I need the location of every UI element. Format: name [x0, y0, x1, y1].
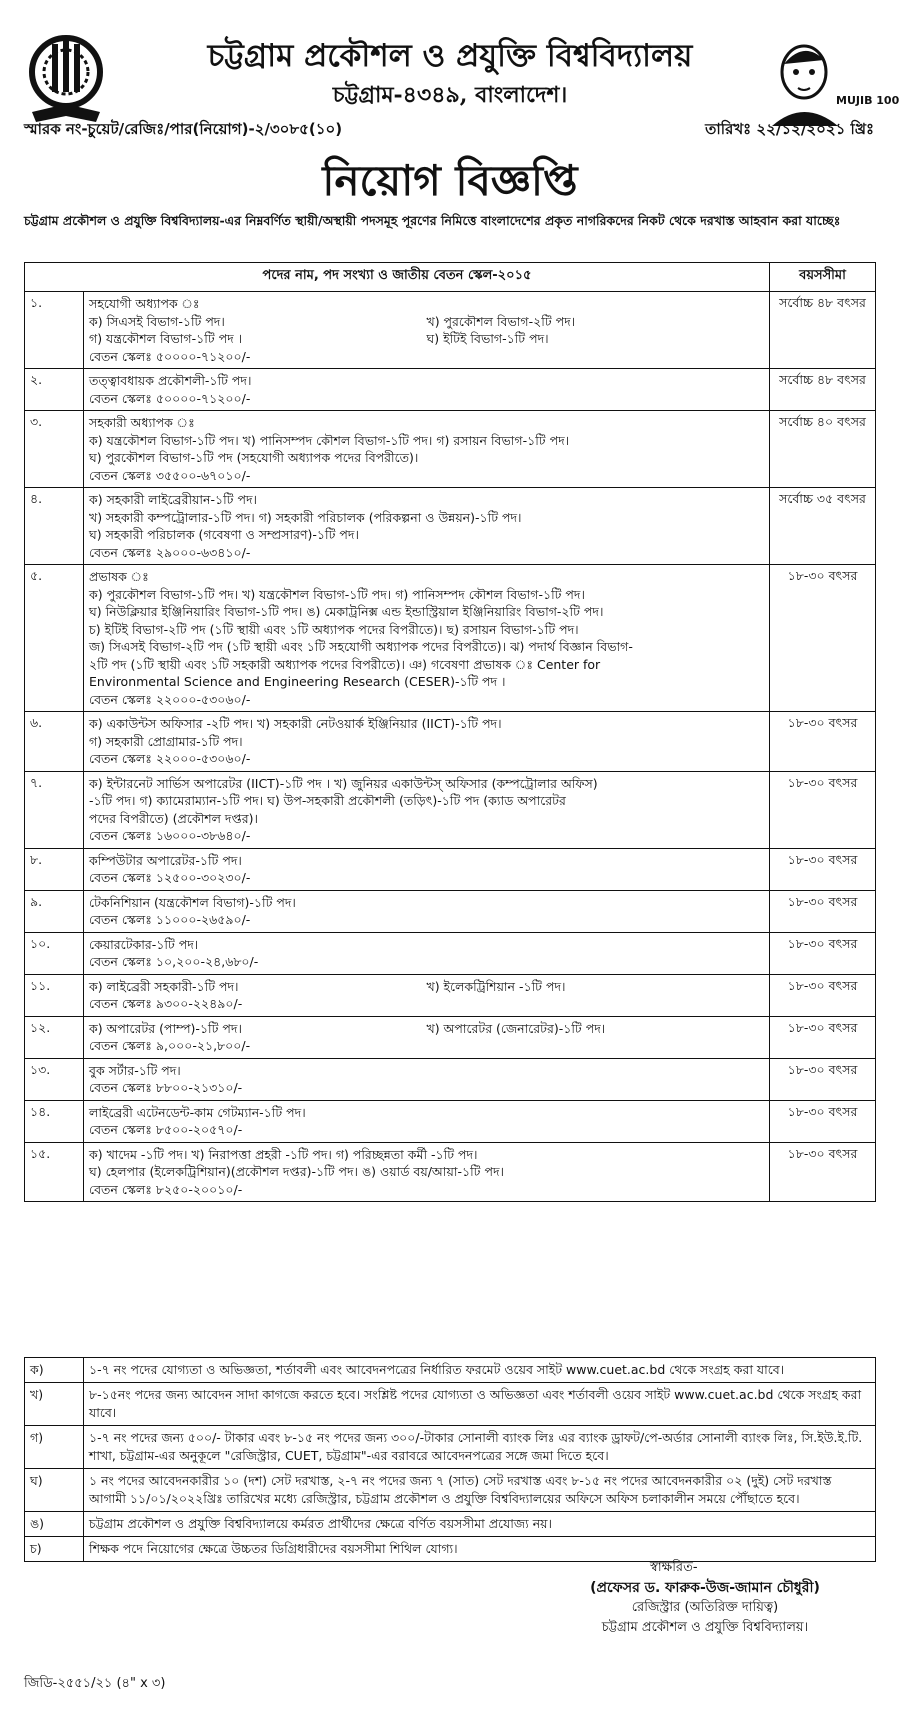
note-text: ১-৭ নং পদের জন্য ৫০০/- টাকার এবং ৮-১৫ নং পদের জন্য ৩০০/-টাকার সোনালী ব্যাংক লিঃ এর ব্যাংক ড্রাফট/পে-অর্ডার সোনালী ব্যাংক লিঃ, সি.ইউ.ই.টি. শাখা, চট্টগ্রাম-এর অনুকূলে "রেজিস্ট্রার, CUET, চট্টগ্রাম"-এর বরাবরে আবেদনপত্রের সঙ্গে জমা দিতে হবে।	[84, 1426, 876, 1469]
mujib-100-logo	[758, 38, 900, 128]
row-age-limit: সর্বোচ্চ ৩৫ বৎসর	[770, 488, 876, 565]
post-line-part: গ) যন্ত্রকৌশল বিভাগ-১টি পদ ।	[89, 331, 243, 346]
post-line-part: ঘ) ইটিই বিভাগ-১টি পদ।	[426, 331, 549, 346]
row-age-limit: ১৮-৩০ বৎসর	[770, 932, 876, 974]
row-age-limit: ১৮-৩০ বৎসর	[770, 1016, 876, 1058]
row-serial: ১৪.	[25, 1100, 84, 1142]
note-row	[25, 1426, 876, 1469]
row-age-limit: ১৮-৩০ বৎসর	[770, 1142, 876, 1202]
header	[0, 18, 900, 118]
post-line: খ) সহকারী কম্পট্রোলার-১টি পদ। গ) সহকারী পরিচালক (পরিকল্পনা ও উন্নয়ন)-১টি পদ।	[89, 509, 522, 525]
row-post-details	[84, 890, 770, 932]
post-line: বেতন স্কেলঃ ৫০০০০-৭১২০০/-	[89, 348, 251, 364]
post-line: বেতন স্কেলঃ ৯৩০০-২২৪৯০/-	[89, 996, 243, 1011]
post-line: বেতন স্কেলঃ ১২৫০০-৩০২৩০/-	[89, 870, 251, 885]
notes-table	[24, 1357, 876, 1562]
post-line-part: ক) সিএসই বিভাগ-১টি পদ।	[89, 313, 225, 329]
note-text: শিক্ষক পদে নিয়োগের ক্ষেত্রে উচ্চতর ডিগ্রিধারীদের বয়সসীমা শিথিল যোগ্য।	[84, 1537, 876, 1562]
post-line: ক) একাউন্টস অফিসার -২টি পদ। খ) সহকারী নেটওয়ার্ক ইঞ্জিনিয়ার (IICT)-১টি পদ।	[89, 716, 502, 731]
row-age-limit: ১৮-৩০ বৎসর	[770, 1100, 876, 1142]
post-line: কেয়ারটেকার-১টি পদ।	[89, 936, 199, 952]
signature-block	[540, 1558, 870, 1638]
signatory-institution: চট্টগ্রাম প্রকৌশল ও প্রযুক্তি বিশ্ববিদ্যালয়।	[601, 1620, 809, 1635]
post-line: বেতন স্কেলঃ ২২০০০-৫৩০৬০/-	[89, 691, 251, 707]
notes-body	[25, 1358, 876, 1562]
post-line: ক) সহকারী লাইব্রেরীয়ান-১টি পদ।	[89, 492, 257, 507]
signatory-designation: রেজিস্ট্রার (অতিরিক্ত দায়িত্ব)	[631, 1600, 779, 1615]
note-text: ১ নং পদের আবেদনকারীর ১০ (দশ) সেট দরখাস্ত, ২-৭ নং পদের জন্য ৭ (সাত) সেট দরখাস্ত এবং ৮-১৫ নং পদের আবেদনকারীর ০২ (দুই) সেট দরখাস্ত আগামী ১১/০১/২০২২খ্রিঃ তারিখের মধ্যে রেজিস্ট্রার, চট্টগ্রাম প্রকৌশল ও প্রযুক্তি বিশ্ববিদ্যালয়ের অফিসে অফিস চলাকালীন সময়ে পৌঁছাতে হবে।	[84, 1469, 876, 1512]
notice-title: নিয়োগ বিজ্ঞপ্তি	[322, 156, 578, 205]
post-line: চ) ইটিই বিভাগ-২টি পদ (১টি স্থায়ী এবং ১টি অধ্যাপক পদের বিপরীতে)। ছ) রসায়ন বিভাগ-১টি পদ।	[89, 621, 579, 637]
table-row	[25, 292, 876, 369]
post-line: বেতন স্কেলঃ ১১০০০-২৬৫৯০/-	[89, 912, 251, 927]
post-line: জ) সিএসই বিভাগ-২টি পদ (১টি স্থায়ী এবং ১টি সহযোগী অধ্যাপক পদের বিপরীতে)। ঝ) পদার্থ বিজ্ঞান বিভাগ-	[89, 639, 633, 654]
row-post-details	[84, 565, 770, 712]
post-line-part: খ) অপারেটর (জেনারেটর)-১টি পদ।	[426, 1020, 606, 1036]
post-line: ক) ইন্টারনেট সার্ভিস অপারেটর (IICT)-১টি পদ । খ) জুনিয়র একাউন্টস্ অফিসার (কম্পট্রোলার অফিস)	[89, 775, 598, 791]
post-line: ঘ) নিউক্লিয়ার ইঞ্জিনিয়ারিং বিভাগ-১টি পদ। ঙ) মেকাট্রনিক্স এন্ড ইন্ডাস্ট্রিয়াল ইঞ্জিনিয়ারিং বিভাগ-২টি পদ।	[89, 604, 604, 619]
table-row	[25, 488, 876, 565]
post-line: প্রভাষক ঃ	[89, 569, 149, 584]
note-row	[25, 1383, 876, 1426]
posts-table	[24, 262, 876, 1202]
post-line: -১টি পদ। গ) ক্যামেরাম্যান-১টি পদ। ঘ) উপ-সহকারী প্রকৌশলী (তড়িৎ)-১টি পদ (ক্যাড অপারেটর	[89, 793, 566, 808]
note-text: চট্টগ্রাম প্রকৌশল ও প্রযুক্তি বিশ্ববিদ্যালয়ে কর্মরত প্রার্থীদের ক্ষেত্রে বর্ণিত বয়সসীমা প্রযোজ্য নয়।	[84, 1512, 876, 1537]
row-serial: ১০.	[25, 932, 84, 974]
note-key: ক)	[25, 1358, 84, 1383]
row-post-details	[84, 1142, 770, 1202]
table-row	[25, 771, 876, 848]
row-serial: ১২.	[25, 1016, 84, 1058]
post-line: কম্পিউটার অপারেটর-১টি পদ।	[89, 852, 242, 868]
posts-body	[25, 292, 876, 1202]
post-line: বেতন স্কেলঃ ৯,০০০-২১,৮০০/-	[89, 1038, 251, 1053]
post-line: ক) যন্ত্রকৌশল বিভাগ-১টি পদ। খ) পানিসম্পদ কৌশল বিভাগ-১টি পদ। গ) রসায়ন বিভাগ-১টি পদ।	[89, 432, 570, 448]
post-line: বেতন স্কেলঃ ২২০০০-৫৩০৬০/-	[89, 751, 251, 766]
row-age-limit: সর্বোচ্চ ৪০ বৎসর	[770, 411, 876, 488]
row-age-limit: সর্বোচ্চ ৪৮ বৎসর	[770, 292, 876, 369]
note-row	[25, 1469, 876, 1512]
post-line: বুক সর্টার-১টি পদ।	[89, 1062, 181, 1078]
university-address: চট্টগ্রাম-৪৩৪৯, বাংলাদেশ।	[332, 82, 568, 108]
post-line: ঘ) হেলপার (ইলেকট্রিশিয়ান)(প্রকৌশল দপ্তর)-১টি পদ। ঙ) ওয়ার্ড বয়/আয়া-১টি পদ।	[89, 1164, 504, 1179]
table-row	[25, 890, 876, 932]
post-line: ঘ) সহকারী পরিচালক (গবেষণা ও সম্প্রসারণ)-১টি পদ।	[89, 527, 359, 542]
row-serial: ৭.	[25, 771, 84, 848]
row-post-details	[84, 771, 770, 848]
row-serial: ৪.	[25, 488, 84, 565]
note-text: ৮-১৫নং পদের জন্য আবেদন সাদা কাগজে করতে হবে। সংশ্লিষ্ট পদের যোগ্যতা ও অভিজ্ঞতা এবং শর্তাবলী ওয়েব সাইট www.cuet.ac.bd থেকে সংগ্রহ করা যাবে।	[84, 1383, 876, 1426]
row-post-details	[84, 974, 770, 1016]
post-line: ঘ) পুরকৌশল বিভাগ-১টি পদ (সহযোগী অধ্যাপক পদের বিপরীতে)।	[89, 450, 419, 465]
post-line: বেতন স্কেলঃ ৮২৫০-২০০১০/-	[89, 1181, 243, 1197]
row-age-limit: ১৮-৩০ বৎসর	[770, 974, 876, 1016]
row-serial: ১৫.	[25, 1142, 84, 1202]
table-row	[25, 1016, 876, 1058]
post-line: লাইব্রেরী এটেনডেন্ট-কাম গেটম্যান-১টি পদ।	[89, 1104, 306, 1120]
row-serial: ৯.	[25, 890, 84, 932]
row-age-limit: ১৮-৩০ বৎসর	[770, 848, 876, 890]
note-row	[25, 1358, 876, 1383]
post-line: বেতন স্কেলঃ ৫০০০০-৭১২০০/-	[89, 390, 251, 406]
note-key: গ)	[25, 1426, 84, 1469]
post-line: ক) খাদেম -১টি পদ। খ) নিরাপত্তা প্রহরী -১টি পদ। গ) পরিচ্ছন্নতা কর্মী -১টি পদ।	[89, 1146, 478, 1162]
post-line-part: ক) অপারেটর (পাম্প)-১টি পদ।	[89, 1020, 242, 1036]
post-line: বেতন স্কেলঃ ৩৫৫০০-৬৭০১০/-	[89, 467, 251, 483]
table-row	[25, 712, 876, 772]
table-row	[25, 1100, 876, 1142]
table-row	[25, 974, 876, 1016]
row-age-limit: ১৮-৩০ বৎসর	[770, 712, 876, 772]
row-post-details	[84, 1058, 770, 1100]
row-post-details	[84, 369, 770, 411]
table-row	[25, 1058, 876, 1100]
row-age-limit: ১৮-৩০ বৎসর	[770, 890, 876, 932]
row-post-details	[84, 1100, 770, 1142]
row-age-limit: ১৮-৩০ বৎসর	[770, 1058, 876, 1100]
row-serial: ৮.	[25, 848, 84, 890]
row-age-limit: সর্বোচ্চ ৪৮ বৎসর	[770, 369, 876, 411]
note-key: ঙ)	[25, 1512, 84, 1537]
post-line-part: খ) পুরকৌশল বিভাগ-২টি পদ।	[426, 313, 576, 329]
post-line: বেতন স্কেলঃ ২৯০০০-৬৩৪১০/-	[89, 544, 251, 560]
row-age-limit: ১৮-৩০ বৎসর	[770, 771, 876, 848]
post-line: ক) পুরকৌশল বিভাগ-১টি পদ। খ) যন্ত্রকৌশল বিভাগ-১টি পদ। গ) পানিসম্পদ কৌশল বিভাগ-১টি পদ।	[89, 586, 585, 602]
mujib-100-text: MUJIB 100	[836, 94, 900, 107]
row-serial: ১১.	[25, 974, 84, 1016]
post-line: ২টি পদ (১টি স্থায়ী এবং ১টি সহকারী অধ্যাপক পদের বিপরীতে)। ঞ) গবেষণা প্রভাষক ঃ Center for	[89, 656, 601, 672]
header-post: পদের নাম, পদ সংখ্যা ও জাতীয় বেতন স্কেল-২০১৫	[25, 263, 770, 292]
post-line	[89, 313, 764, 331]
notice-date: তারিখঃ ২২/১২/২০২১ খ্রিঃ	[705, 120, 874, 138]
table-row	[25, 369, 876, 411]
post-line: সহযোগী অধ্যাপক ঃ	[89, 296, 200, 311]
table-row	[25, 565, 876, 712]
note-row	[25, 1512, 876, 1537]
table-row	[25, 411, 876, 488]
row-serial: ১.	[25, 292, 84, 369]
table-row	[25, 848, 876, 890]
row-post-details	[84, 292, 770, 369]
note-text: ১-৭ নং পদের যোগ্যতা ও অভিজ্ঞতা, শর্তাবলী এবং আবেদনপত্রের নির্ধারিত ফরমেট ওয়েব সাইট www.cuet.ac.bd থেকে সংগ্রহ করা যাবে।	[84, 1358, 876, 1383]
post-line	[89, 978, 764, 996]
row-post-details	[84, 1016, 770, 1058]
note-key: খ)	[25, 1383, 84, 1426]
post-line: বেতন স্কেলঃ ৮৫০০-২০৫৭০/-	[89, 1122, 243, 1137]
post-line-part: খ) ইলেকট্রিশিয়ান -১টি পদ।	[426, 978, 566, 994]
table-header-row	[25, 263, 876, 292]
post-line: বেতন স্কেলঃ ১৬০০০-৩৮৬৪০/-	[89, 828, 251, 843]
row-post-details	[84, 848, 770, 890]
post-line: সহকারী অধ্যাপক ঃ	[89, 415, 195, 430]
row-serial: ৩.	[25, 411, 84, 488]
post-line	[89, 330, 764, 348]
post-line: বেতন স্কেলঃ ৮৮০০-২১৩১০/-	[89, 1080, 243, 1095]
footer-code: জিডি-২৫৫১/২১ (৪" x ৩)	[24, 1676, 166, 1691]
row-age-limit: ১৮-৩০ বৎসর	[770, 565, 876, 712]
portrait-icon	[758, 38, 878, 128]
post-line: Environmental Science and Engineering Research (CESER)-১টি পদ ।	[89, 674, 506, 689]
table-row	[25, 1142, 876, 1202]
row-serial: ২.	[25, 369, 84, 411]
row-serial: ৫.	[25, 565, 84, 712]
row-post-details	[84, 488, 770, 565]
post-line: তত্ত্বাবধায়ক প্রকৌশলী-১টি পদ।	[89, 373, 252, 388]
row-post-details	[84, 932, 770, 974]
note-key: ঘ)	[25, 1469, 84, 1512]
university-name: চট্টগ্রাম প্রকৌশল ও প্রযুক্তি বিশ্ববিদ্যালয়	[207, 38, 693, 74]
row-serial: ১৩.	[25, 1058, 84, 1100]
post-line: গ) সহকারী প্রোগ্রামার-১টি পদ।	[89, 733, 243, 749]
post-line: পদের বিপরীতে) (প্রকৌশল দপ্তর)।	[89, 810, 258, 826]
intro-text: চট্টগ্রাম প্রকৌশল ও প্রযুক্তি বিশ্ববিদ্যালয়-এর নিম্নবর্ণিত স্থায়ী/অস্থায়ী পদসমূহ পূরণের নিমিত্তে বাংলাদেশের প্রকৃত নাগরিকদের নিকট থেকে দরখাস্ত আহবান করা যাচ্ছেঃ	[24, 213, 841, 228]
post-line-part: ক) লাইব্রেরী সহকারী-১টি পদ।	[89, 978, 239, 994]
table-row	[25, 932, 876, 974]
note-key: চ)	[25, 1537, 84, 1562]
header-age: বয়সসীমা	[770, 263, 876, 292]
row-post-details	[84, 411, 770, 488]
signed-label: স্বাক্ষরিত-	[650, 1560, 698, 1575]
signatory-name: (প্রফেসর ড. ফারুক-উজ-জামান চৌধুরী)	[590, 1580, 820, 1596]
post-line: টেকনিশিয়ান (যন্ত্রকৌশল বিভাগ)-১টি পদ।	[89, 894, 296, 910]
post-line: বেতন স্কেলঃ ১০,২০০-২৪,৬৮০/-	[89, 954, 259, 969]
post-line	[89, 1020, 764, 1038]
row-serial: ৬.	[25, 712, 84, 772]
memo-number: স্মারক নং-চুয়েট/রেজিঃ/পার(নিয়োগ)-২/৩০৮৫(১০)	[24, 120, 343, 138]
row-post-details	[84, 712, 770, 772]
